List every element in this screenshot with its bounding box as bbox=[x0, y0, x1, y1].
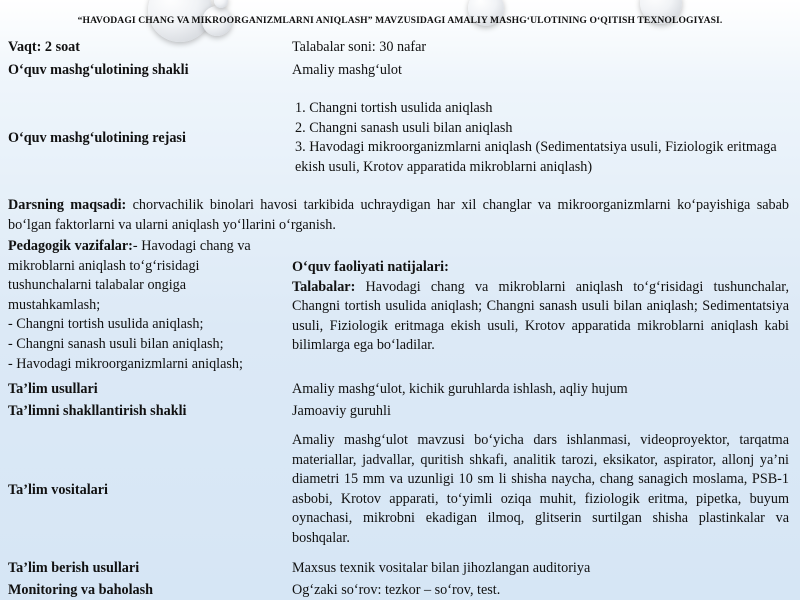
shakl-label: O‘quv mashg‘ulotining shakli bbox=[8, 62, 189, 78]
reja-item: 1. Changni tortish usulida aniqlash bbox=[295, 100, 493, 116]
reja-list bbox=[292, 99, 792, 177]
vazifalar-line: tushunchalarni talabalar ongiga bbox=[8, 277, 187, 294]
vaqt-label: Vaqt: 2 soat bbox=[8, 39, 80, 55]
monitoring-label: Monitoring va baholash bbox=[8, 582, 154, 598]
maqsad-label: Darsning maqsadi: bbox=[8, 197, 127, 213]
vazifalar-line: mikroblarni aniqlash to‘g‘risidagi bbox=[8, 257, 200, 274]
usullari-value: Amaliy mashg‘ulot, kichik guruhlarda ishlash, aqliy hujum bbox=[292, 381, 628, 397]
berish-value: Maxsus texnik vositalar bilan jihozlangan auditoriya bbox=[292, 560, 591, 576]
usullari-label: Ta’lim usullari bbox=[8, 381, 98, 397]
reja-item: 2. Changni sanash usuli bilan aniqlash bbox=[295, 119, 513, 136]
shakllantirish-label: Ta’limni shakllantirish shakli bbox=[8, 403, 187, 419]
vazifalar-label: Pedagogik vazifalar: bbox=[8, 238, 133, 254]
decorative-drop bbox=[214, 0, 228, 8]
vositalari-value: Amaliy mashg‘ulot mavzusi bo‘yicha dars ishlanmasi, videoproyektor, tarqatma materiallar, jadvallar, quritish shkafi, analitik tarozi, eksikator, aspirator, allonj ya’ni diametri 15 mm va uzunligi 10 sm li shisha naycha, chang sanagich moslama, PSB-1 asbobi, Krotov apparati, to‘yimli oziqa muhit, fiziologik eritma, pipetka, buyum oynachasi, mikrobni ekadigan ilmoq, glitserin surtilgan shisha plastinkalar va boshqalar. bbox=[292, 432, 789, 546]
vositalari-label: Ta’lim vositalari bbox=[8, 482, 108, 498]
monitoring-value: Og‘zaki so‘rov: tezkor – so‘rov, test. bbox=[292, 582, 501, 598]
natijalar-text: Havodagi chang va mikroblarni aniqlash to‘g‘risidagi tushunchalar, Changni tortish usulida aniqlash; Changni sanash usuli bilan aniqlash; Sedimentatsiya usuli, Fiziologik eritmaga ekish usuli, Krotov apparatida mikroblarni aniqlash kabi bilimlarga ega bo‘ladilar. bbox=[292, 278, 789, 354]
berish-label: Ta’lim berish usullari bbox=[8, 560, 140, 576]
reja-item: 3. Havodagi mikroorganizmlarni aniqlash (Sedimentatsiya usuli, Fiziologik eritmaga ekish usuli, Krotov apparatida mikroblarni aniqlash) bbox=[295, 139, 777, 175]
maqsad-paragraph bbox=[8, 196, 789, 235]
vazifalar-line: - Havodagi chang va bbox=[132, 238, 251, 254]
natijalar-title: O‘quv faoliyati natijalari: bbox=[292, 259, 449, 275]
vazifalar-line: - Changni sanash usuli bilan aniqlash; bbox=[8, 335, 224, 352]
shakl-value: Amaliy mashg‘ulot bbox=[292, 62, 402, 78]
maqsad-text: chorvachilik binolari havosi tarkibida uchraydigan har xil changlar va mikroorganizmlarni ko‘payishiga sabab bo‘lgan faktorlarni va ularni aniqlash yo‘llarini o‘rganish. bbox=[8, 197, 789, 233]
vaqt-value: Talabalar soni: 30 nafar bbox=[292, 39, 427, 55]
shakllantirish-value: Jamoaviy guruhli bbox=[292, 403, 391, 419]
vazifalar-line: mustahkamlash; bbox=[8, 296, 101, 313]
natijalar-label: Talabalar: bbox=[292, 278, 356, 295]
vazifalar-line: - Havodagi mikroorganizmlarni aniqlash; bbox=[8, 355, 243, 372]
vazifalar-line: - Changni tortish usulida aniqlash; bbox=[8, 316, 204, 333]
document-header: “HAVODAGI CHANG VA MIKROORGANIZMLARNI ANIQLASH” MAVZUSIDAGI AMALIY MASHG‘ULOTINING O‘QITISH TEXNOLOGIYASI. bbox=[77, 15, 723, 26]
natijalar-block bbox=[292, 258, 789, 356]
reja-label: O‘quv mashg‘ulotining rejasi bbox=[8, 130, 186, 146]
vazifalar-block bbox=[8, 237, 283, 374]
